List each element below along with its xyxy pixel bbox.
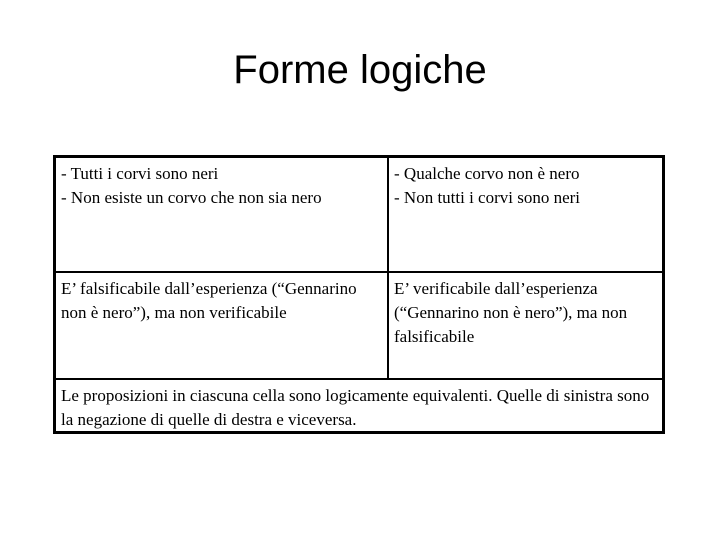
cell-equivalence-note [56,380,662,432]
statement-all-crows-black: - Tutti i corvi sono neri [61,164,219,183]
statement-no-non-black-crow: - Non esiste un corvo che non sia nero [61,188,322,207]
verifiable-text: E’ verificabile dall’esperienza (“Gennarino non è nero”), ma non falsificabile [394,279,628,346]
slide-title: Forme logiche [233,48,487,92]
statement-not-all-crows-black: - Non tutti i corvi sono neri [394,188,581,207]
cell-verifiable-note [389,273,662,380]
cell-existential-statements [389,158,662,273]
cell-universal-statements [56,158,389,273]
cell-falsifiable-note [56,273,389,380]
falsifiable-text: E’ falsificabile dall’esperienza (“Gennarino non è nero”), ma non verificabile [61,279,357,322]
logic-table [53,155,665,434]
equivalence-text: Le proposizioni in ciascuna cella sono logicamente equivalenti. Quelle di sinistra sono la negazione di quelle di destra e viceversa. [61,386,650,429]
statement-some-crow-not-black: - Qualche corvo non è nero [394,164,580,183]
